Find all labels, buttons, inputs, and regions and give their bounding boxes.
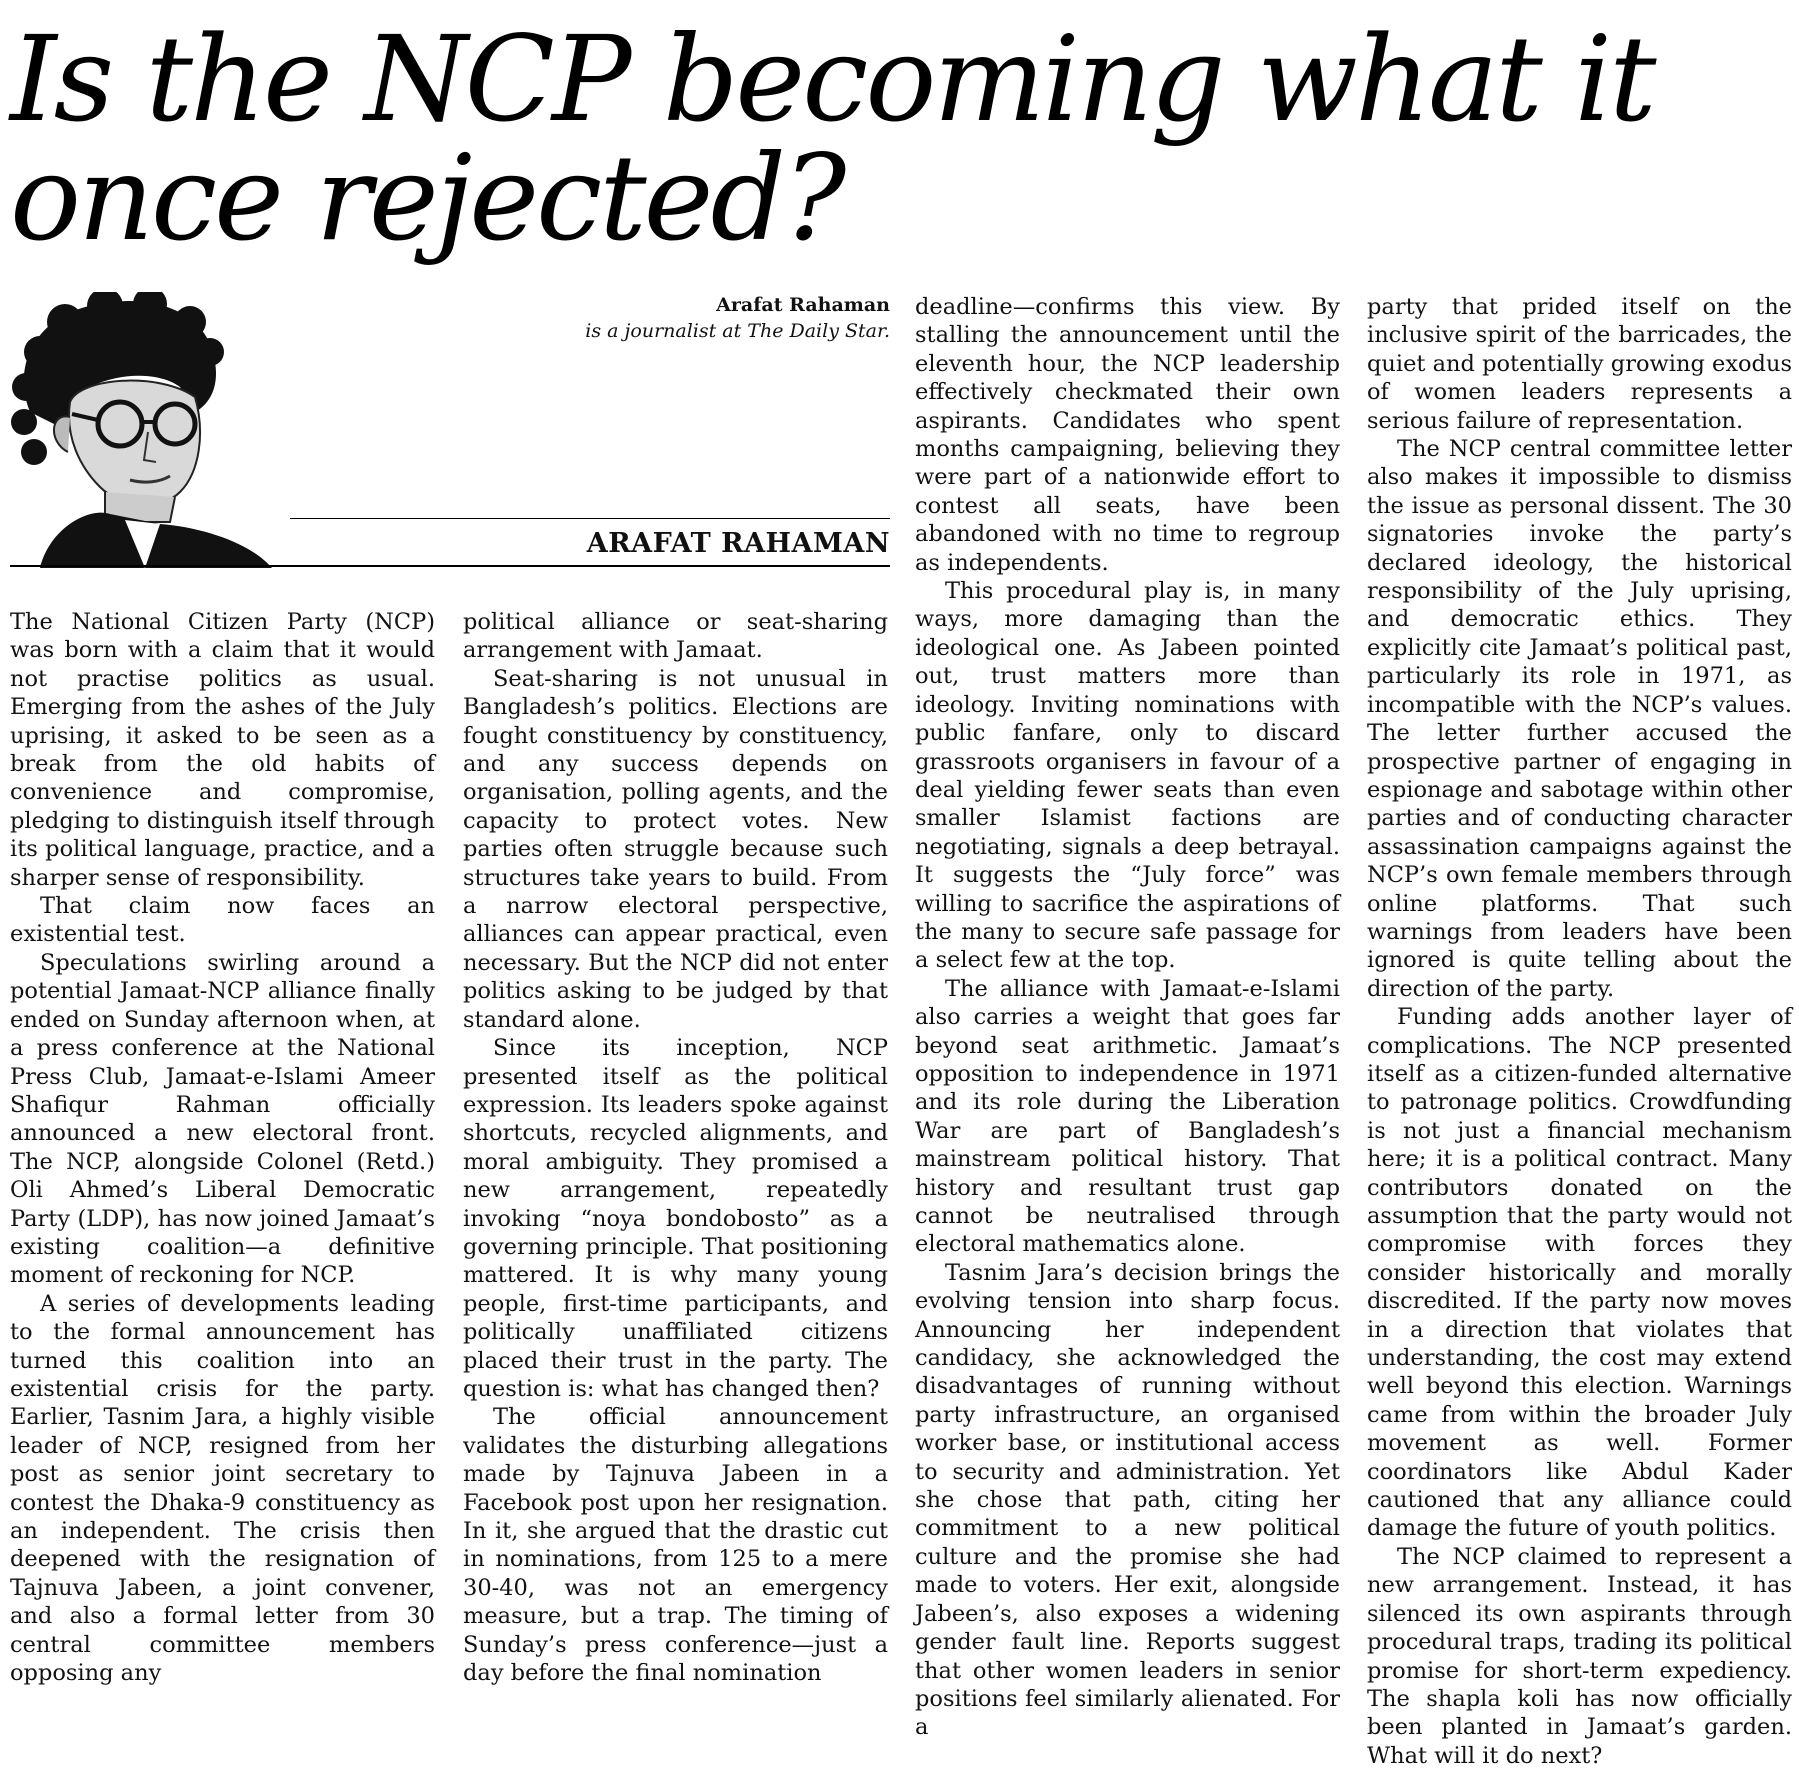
paragraph: Since its inception, NCP presented itself as the political expression. Its leaders spoke against shortcuts, recycled alignments, and moral ambiguity. They promised a new arrangement, repeatedly invoking “noya bondobosto” as a governing principle. That positioning mattered. It is why many young people, first-time participants, and politically unaffiliated citizens placed their trust in the party. The question is: what has changed then?	[463, 1035, 888, 1402]
author-name: Arafat Rahaman	[716, 294, 890, 316]
paragraph: That claim now faces an existential test.	[10, 893, 435, 948]
paragraph: The official announcement validates the disturbing allegations made by Tajnuva Jabeen in a Facebook post upon her resignation. In it, she argued that the drastic cut in nominations, from 125 to a mere 30-40, was not an emergency measure, but a trap. The timing of Sunday’s press conference—just a day before the final nomination	[463, 1404, 888, 1687]
paragraph: The NCP central committee letter also makes it impossible to dismiss the issue as personal dissent. The 30 signatories invoke the party’s declared ideology, the historical responsibility of the July uprising, and democratic ethics. They explicitly cite Jamaat’s political past, particularly its role in 1971, as incompatible with the NCP’s values. The letter further accused the prospective partner of engaging in espionage and sabotage within other parties and of conducting character assassination campaigns against the NCP’s own female members through online platforms. That such warnings from leaders have been ignored is quite telling about the direction of the party.	[1367, 436, 1792, 1002]
byline-rule	[290, 518, 890, 519]
paragraph: party that prided itself on the inclusive spirit of the barricades, the quiet and potentially growing exodus of women leaders represents a serious failure of representation.	[1367, 294, 1792, 434]
article-column-2	[463, 608, 888, 1687]
paragraph: The alliance with Jamaat-e-Islami also carries a weight that goes far beyond seat arithmetic. Jamaat’s opposition to independence in 1971 and its role during the Liberation War are part of Bangladesh’s mainstream political history. That history and resultant trust gap cannot be neutralised through electoral mathematics alone.	[915, 975, 1340, 1258]
article-column-4	[1367, 293, 1792, 1770]
paragraph: A series of developments leading to the formal announcement has turned this coalition into an existential crisis for the party. Earlier, Tasnim Jara, a highly visible leader of NCP, resigned from her post as senior joint secretary to contest the Dhaka-9 constituency as an independent. The crisis then deepened with the resignation of Tajnuva Jabeen, a joint convener, and also a formal letter from 30 central committee members opposing any	[10, 1290, 435, 1687]
paragraph: This procedural play is, in many ways, more damaging than the ideological one. As Jabeen pointed out, trust matters more than ideology. Inviting nominations with public fanfare, only to discard grassroots organisers in favour of a deal yielding fewer seats than even smaller Islamist factions are negotiating, signals a deep betrayal. It suggests the “July force” was willing to sacrifice the aspirations of the many to secure safe passage for a select few at the top.	[915, 578, 1340, 974]
article-column-1	[10, 608, 435, 1687]
byline-bottom-rule	[10, 565, 890, 567]
byline: ARAFAT RAHAMAN	[586, 528, 890, 559]
paragraph: Funding adds another layer of complications. The NCP presented itself as a citizen-funded alternative to patronage politics. Crowdfunding is not just a financial mechanism here; it is a political contract. Many contributors donated on the assumption that the party would not compromise with forces they consider historically and morally discredited. If the party now moves in a direction that violates that understanding, the cost may extend well beyond this election. Warnings came from within the broader July movement as well. Former coordinators like Abdul Kader cautioned that any alliance could damage the future of youth politics.	[1367, 1004, 1792, 1542]
author-role: is a journalist at The Daily Star.	[585, 320, 890, 342]
paragraph: political alliance or seat-sharing arrangement with Jamaat.	[463, 609, 888, 664]
paragraph: The NCP claimed to represent a new arrangement. Instead, it has silenced its own aspirants through procedural traps, trading its political promise for short-term expediency. The shapla koli has now officially been planted in Jamaat’s garden. What will it do next?	[1367, 1543, 1792, 1769]
paragraph: Seat-sharing is not unusual in Bangladesh’s politics. Elections are fought constituency by constituency, and any success depends on organisation, polling agents, and the capacity to protect votes. New parties often struggle because such structures take years to build. From a narrow electoral perspective, alliances can appear practical, even necessary. But the NCP did not enter politics asking to be judged by that standard alone.	[463, 665, 888, 1033]
paragraph: Speculations swirling around a potential Jamaat-NCP alliance finally ended on Sunday afternoon when, at a press conference at the National Press Club, Jamaat-e-Islami Ameer Shafiqur Rahman officially announced a new electoral front. The NCP, alongside Colonel (Retd.) Oli Ahmed’s Liberal Democratic Party (LDP), has now joined Jamaat’s existing coalition—a definitive moment of reckoning for NCP.	[10, 949, 435, 1289]
author-credit	[585, 292, 890, 344]
headline: Is the NCP becoming what it once rejected?	[10, 10, 1654, 267]
author-portrait-illustration	[10, 292, 320, 568]
paragraph: The National Citizen Party (NCP) was born with a claim that it would not practise politics as usual. Emerging from the ashes of the July uprising, it asked to be seen as a break from the old habits of convenience and compromise, pledging to distinguish itself through its political language, practice, and a sharper sense of responsibility.	[10, 609, 435, 891]
article-column-3	[915, 293, 1340, 1742]
paragraph: deadline—confirms this view. By stalling the announcement until the eleventh hour, the NCP leadership effectively checkmated their own aspirants. Candidates who spent months campaigning, believing they were part of a nationwide effort to contest all seats, have been abandoned with no time to regroup as independents.	[915, 294, 1340, 576]
paragraph: Tasnim Jara’s decision brings the evolving tension into sharp focus. Announcing her independent candidacy, she acknowledged the disadvantages of running without party infrastructure, an organised worker base, or institutional access to security and administration. Yet she chose that path, citing her commitment to a new political culture and the promise she had made to voters. Her exit, alongside Jabeen’s, also exposes a widening gender fault line. Reports suggest that other women leaders in senior positions feel similarly alienated. For a	[915, 1259, 1340, 1741]
author-block	[10, 292, 890, 568]
